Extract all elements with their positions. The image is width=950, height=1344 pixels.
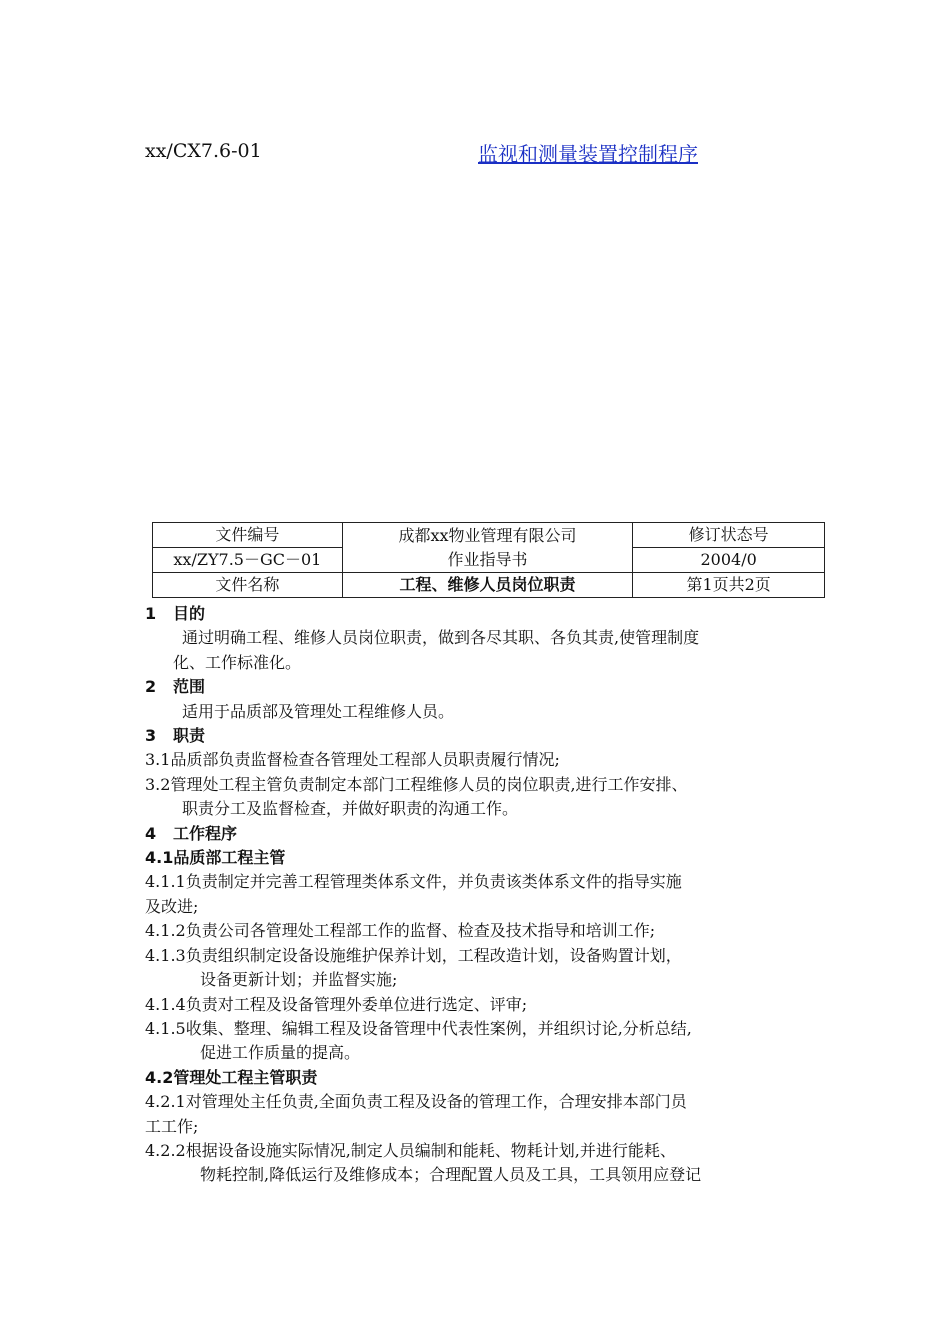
file-number-value: xx/ZY7.5－GC－01 — [153, 548, 343, 573]
file-number-label: 文件编号 — [153, 523, 343, 548]
company-name: 成都xx物业管理有限公司 — [398, 525, 577, 545]
paragraph: 4.1.5收集、整理、编辑工程及设备管理中代表性案例，并组织讨论,分析总结, — [145, 1018, 692, 1038]
document-body — [145, 602, 825, 1188]
paragraph: 职责分工及监督检查，并做好职责的沟通工作。 — [182, 799, 519, 819]
section-3-heading: 3 职责 — [145, 726, 206, 746]
paragraph: 通过明确工程、维修人员岗位职责，做到各尽其职、各负其责,使管理制度 — [182, 628, 700, 648]
paragraph: 4.2.2根据设备设施实际情况,制定人员编制和能耗、物耗计划,并进行能耗、 — [145, 1140, 676, 1160]
paragraph: 4.1.2负责公司各管理处工程部工作的监督、检查及技术指导和培训工作; — [145, 921, 656, 941]
paragraph: 设备更新计划；并监督实施; — [200, 970, 398, 990]
document-info-table — [152, 522, 825, 598]
page-info: 第1页共2页 — [633, 573, 825, 598]
paragraph: 4.1.1负责制定并完善工程管理类体系文件，并负责该类体系文件的指导实施 — [145, 872, 682, 892]
document-code: xx/CX7.6-01 — [145, 140, 262, 162]
paragraph: 适用于品质部及管理处工程维修人员。 — [182, 701, 455, 721]
paragraph: 物耗控制,降低运行及维修成本；合理配置人员及工具，工具领用应登记 — [200, 1165, 702, 1185]
section-1-heading: 1 目的 — [145, 604, 206, 623]
document-title-link[interactable]: 监视和测量装置控制程序 — [478, 142, 698, 166]
subsection-4-2-heading: 4.2管理处工程主管职责 — [145, 1067, 318, 1087]
revision-value: 2004/0 — [633, 548, 825, 573]
paragraph: 4.1.4负责对工程及设备管理外委单位进行选定、评审; — [145, 994, 528, 1014]
company-cell — [342, 523, 632, 573]
section-2-heading: 2 范围 — [145, 677, 206, 697]
paragraph: 及改进; — [145, 896, 199, 916]
paragraph: 化、工作标准化。 — [173, 652, 302, 672]
section-4-heading: 4 工作程序 — [145, 823, 238, 843]
paragraph: 促进工作质量的提高。 — [200, 1043, 361, 1063]
doc-type: 作业指导书 — [447, 549, 528, 569]
paragraph: 工工作; — [145, 1116, 199, 1136]
subsection-4-1-heading: 4.1品质部工程主管 — [145, 848, 286, 868]
paragraph: 4.2.1对管理处主任负责,全面负责工程及设备的管理工作，合理安排本部门员 — [145, 1092, 687, 1112]
paragraph: 4.1.3负责组织制定设备设施维护保养计划，工程改造计划，设备购置计划， — [145, 945, 682, 965]
file-name-value: 工程、维修人员岗位职责 — [342, 573, 632, 598]
paragraph: 3.2管理处工程主管负责制定本部门工程维修人员的岗位职责,进行工作安排、 — [145, 774, 688, 794]
file-name-label: 文件名称 — [153, 573, 343, 598]
revision-label: 修订状态号 — [633, 523, 825, 548]
paragraph: 3.1品质部负责监督检查各管理处工程部人员职责履行情况; — [145, 750, 560, 770]
